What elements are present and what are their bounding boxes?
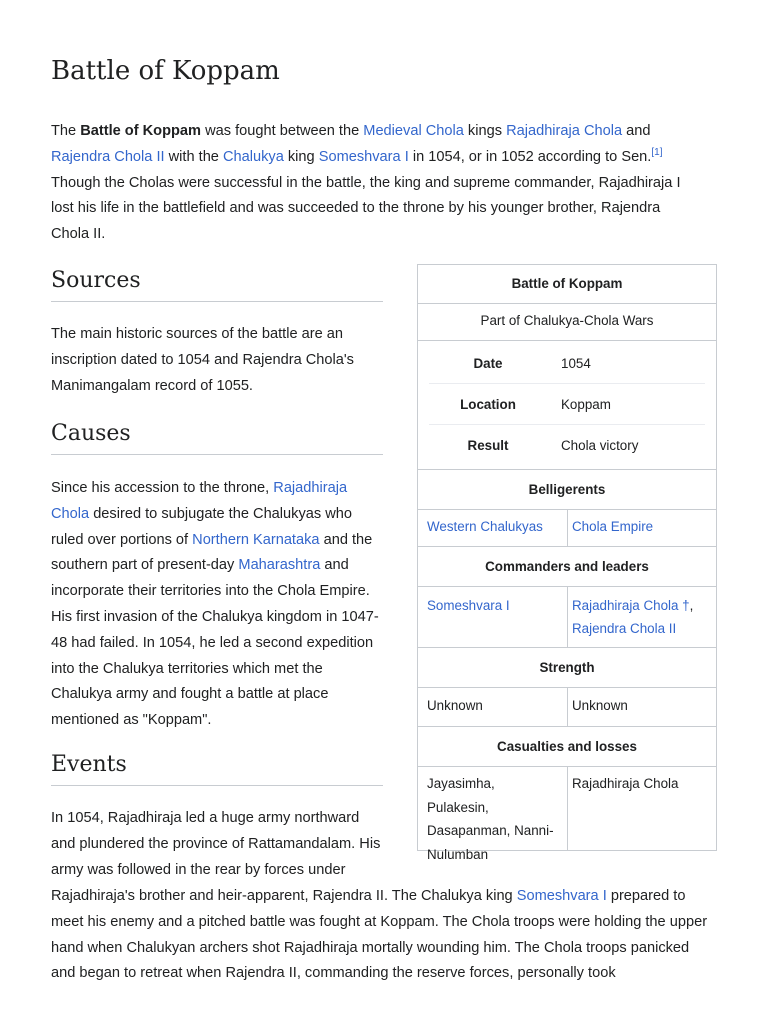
commander-separator: , [689, 598, 694, 613]
causes-heading: Causes [51, 421, 383, 455]
commander-cell [567, 587, 716, 647]
strength-cell: Unknown [567, 688, 716, 726]
causes-text: Since his accession to the throne, [51, 480, 274, 496]
link-maharashtra[interactable]: Maharashtra [238, 557, 321, 574]
infobox-date-row [429, 343, 705, 384]
link-chalukya[interactable]: Chalukya [222, 148, 284, 165]
infobox-details [418, 340, 716, 469]
casualties-row [418, 766, 716, 862]
intro-bold-title: Battle of Koppam [80, 123, 202, 139]
events-text: prepared to meet his enemy and a pitched battle was fought at Koppam. The Chola troops were holding the upper hand when Chalukyan archers shot Rajadhiraja mortally wounding him. The Chola troops panicked and began to retreat when Rajendra II, commanding the reserve forces, personally took [51, 888, 708, 982]
belligerent-cell [567, 510, 716, 546]
link-rajadhiraja-chola[interactable]: Rajadhiraja Chola † [572, 598, 690, 613]
date-label: Date [473, 355, 503, 371]
events-heading: Events [51, 752, 383, 786]
sources-heading: Sources [51, 268, 383, 302]
link-someshvara-i[interactable]: Someshvara I [318, 148, 409, 165]
link-rajendra-chola-ii[interactable]: Rajendra Chola II [51, 148, 165, 165]
link-western-chalukyas[interactable]: Western Chalukyas [427, 519, 543, 534]
link-medieval-chola[interactable]: Medieval Chola [363, 123, 464, 139]
intro-text: Though the Cholas were successful in the battle, the king and supreme commander, Rajadhiraja I lost his life in the battlefield and was succeeded to the throne by his younger brother, Rajendra Chola II. [51, 174, 681, 243]
causes-text: and incorporate their territories into the Chola Empire. His first invasion of the Chalukya kingdom in 1047-48 had failed. In 1054, he led a second expedition into the Chalukya territories which met the Chalukya army and fought a battle at place mentioned as "Koppam". [51, 557, 379, 729]
intro-text: was fought between the [201, 123, 364, 139]
result-value: Chola victory [561, 437, 639, 453]
belligerent-cell [418, 510, 567, 546]
link-someshvara-i[interactable]: Someshvara I [516, 888, 607, 904]
result-label: Result [467, 437, 509, 453]
intro-text: and [622, 123, 651, 139]
commanders-row [418, 586, 716, 647]
events-text: Rajadhiraja's brother and heir-apparent, Rajendra II. The Chalukya king [51, 888, 517, 904]
strength-cell: Unknown [427, 698, 483, 713]
causes-paragraph [51, 476, 383, 734]
strength-heading: Strength [418, 647, 716, 687]
events-paragraph-narrow: In 1054, Rajadhiraja led a huge army northward and plundered the province of Rattamandalam. His army was followed in the rear by forces under [51, 810, 381, 878]
page-title: Battle of Koppam [51, 56, 280, 86]
intro-text: king [283, 148, 319, 165]
location-value: Koppam [561, 396, 611, 412]
date-value: 1054 [561, 355, 591, 371]
reference-link[interactable]: [1] [651, 146, 663, 158]
belligerents-row [418, 509, 716, 546]
link-northern-karnataka[interactable]: Northern Karnataka [192, 531, 320, 548]
intro-paragraph [51, 119, 701, 248]
commanders-heading: Commanders and leaders [418, 546, 716, 586]
infobox-part-of: Part of Chalukya-Chola Wars [418, 303, 716, 340]
intro-text: The [51, 123, 81, 139]
belligerents-heading: Belligerents [418, 469, 716, 509]
causes-text: desired to subjugate the Chalukyas who ruled over portions of [51, 505, 352, 548]
causes-text: and the southern part of present-day [51, 531, 373, 574]
infobox [417, 264, 717, 862]
link-rajendra-chola-ii[interactable]: Rajendra Chola II [572, 621, 677, 636]
intro-text: kings [463, 123, 507, 139]
casualties-cell: Rajadhiraja Chola [567, 767, 716, 850]
commander-cell [418, 587, 567, 647]
location-label: Location [460, 396, 516, 412]
intro-text: with the [164, 148, 223, 165]
infobox-location-row [429, 384, 705, 425]
link-rajadhiraja-chola[interactable]: Rajadhiraja Chola [506, 123, 623, 139]
infobox-title: Battle of Koppam [511, 276, 623, 291]
infobox-result-row [429, 425, 705, 465]
sources-paragraph: The main historic sources of the battle are an inscription dated to 1054 and Rajendra Chola's Manimangalam record of 1055. [51, 326, 354, 394]
events-paragraph-wide [51, 884, 717, 987]
intro-text: in 1054, or in 1052 according to Sen. [408, 148, 652, 165]
casualties-cell: Jayasimha, Pulakesin, Dasapanman, Nanni-Nulumban [427, 776, 554, 862]
strength-row [418, 687, 716, 726]
link-rajadhiraja-chola[interactable]: Rajadhiraja Chola [51, 480, 348, 522]
casualties-heading: Casualties and losses [418, 726, 716, 766]
link-chola-empire[interactable]: Chola Empire [572, 519, 654, 534]
link-someshvara-i[interactable]: Someshvara I [427, 598, 510, 613]
